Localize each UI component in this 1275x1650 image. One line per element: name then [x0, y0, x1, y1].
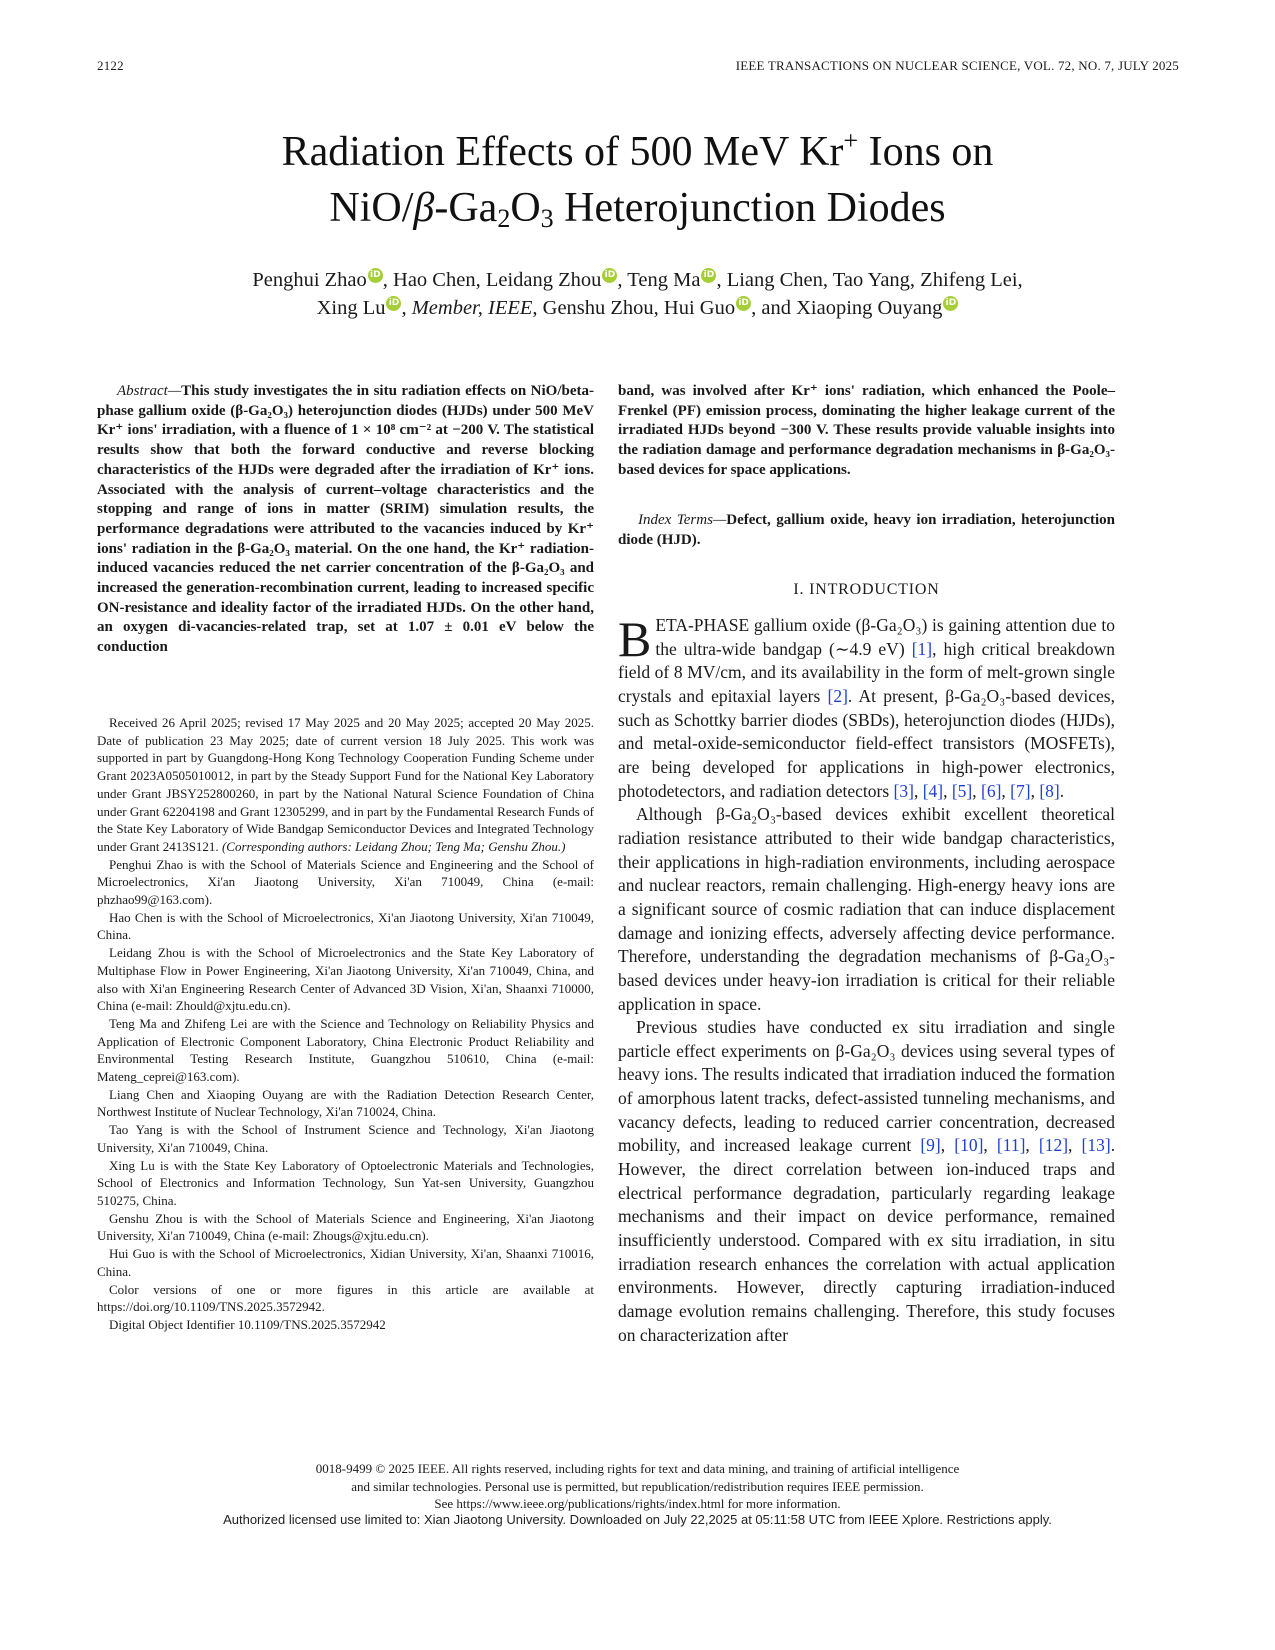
- orcid-icon[interactable]: iD: [368, 268, 383, 283]
- citation-link[interactable]: [4]: [922, 780, 944, 801]
- footnote-color-versions: Color versions of one or more figures in this article are available at https://doi.org/10.1109/TNS.2025.3572942.: [97, 1281, 594, 1315]
- footnote-affiliation: Teng Ma and Zhifeng Lei are with the Science and Technology on Reliability Physics and Application of Electronic Component Laboratory, China Electronic Product Reliability and Environmental Testing Research Institute, Guangzhou 510610, China (e-mail: Mateng_ceprei@163.com).: [97, 1015, 594, 1085]
- running-header: [97, 58, 1179, 80]
- corresponding-authors: (Corresponding authors: Leidang Zhou; Teng Ma; Genshu Zhou.): [221, 838, 566, 854]
- title-line-2: NiO/$\beta-Ga_2O_3$ Heterojunction Diodes: [329, 185, 946, 233]
- footnote-affiliation: Leidang Zhou is with the School of Microelectronics and the State Key Laboratory of Multiphase Flow in Power Engineering, Xi'an Jiaotong University, Xi'an 710049, China, and also with Xi'an Engineering Research Center of Advanced 3D Vision, Xi'an, Shaanxi 710000, China (e-mail: Zhould@xjtu.edu.cn).: [97, 945, 594, 1014]
- author-line-1: Penghui Zhao iD , Hao Chen, Leidang Zhou iD , Teng Ma iD , Liang Chen, Tao Yang, Zhifeng Lei,: [252, 269, 1023, 291]
- citation-link[interactable]: [9]: [920, 1135, 941, 1156]
- orcid-icon[interactable]: iD: [736, 296, 751, 311]
- journal-name: IEEE TRANSACTIONS ON NUCLEAR SCIENCE, VOL. 72, NO. 7, JULY 2025: [735, 58, 1179, 73]
- citation-link[interactable]: [8]: [1039, 780, 1060, 801]
- orcid-icon[interactable]: iD: [602, 268, 617, 283]
- author-line-2: Xing Lu iD , Member, IEEE, Genshu Zhou, Hui Guo iD , and Xiaoping Ouyang iD: [60, 294, 1215, 322]
- page-number: 2122: [97, 58, 124, 73]
- intro-paragraph-1: BETA-PHASE gallium oxide (β-Ga₂O₃) is gaining attention due to the ultra-wide bandgap (∼4.9 eV) [1], high critical breakdown field of 8 MV/cm, and its availability in the form of melt-grown single crystals and epitaxial layers [2]. At present, β-Ga₂O₃-based devices, such as Schottky barrier diodes (SBDs), heterojunction diodes (HJDs), and metal-oxide-semiconductor field-effect transistors (MOSFETs), are being developed for applications in high-power electronics, photodetectors, and radiation detectors [3], [4], [5], [6], [7], [8].: [618, 611, 1115, 801]
- footnote-affiliation: Penghui Zhao is with the School of Materials Science and Engineering and the School of Microelectronics, Xi'an Jiaotong University, Xi'an 710049, China (e-mail: phzhao99@163.com).: [97, 856, 594, 908]
- title-line-1: Radiation Effects of 500 MeV Kr+ Ions on: [281, 126, 994, 175]
- index-terms-label: Index Terms—: [638, 512, 727, 528]
- section-heading: I. INTRODUCTION: [793, 581, 940, 598]
- citation-link[interactable]: [2]: [827, 685, 848, 706]
- member-ieee: Member, IEEE: [411, 297, 533, 319]
- paper-title: [60, 124, 1215, 236]
- footnote-doi: Digital Object Identifier 10.1109/TNS.2025.3572942: [109, 1316, 386, 1332]
- abstract-right: band, was involved after Kr⁺ ions' radiation, which enhanced the Poole–Frenkel (PF) emission process, dominating the higher leakage current of the irradiated HJDs beyond −300 V. These results provide valuable insights into the radiation damage and performance degradation mechanisms in β-Ga₂O₃-based devices for space applications.: [618, 383, 1115, 478]
- abstract-text: This study investigates the in situ radiation effects on NiO/beta-phase gallium oxide (β-Ga₂O₃) heterojunction diodes (HJDs) under 500 MeV Kr⁺ ions' irradiation, with a fluence of 1 × 10⁸ cm⁻² at −200 V. The statistical results show that both the forward conductive and reverse blocking characteristics of the HJDs were degraded after the irradiation of Kr⁺ ions. Associated with the analysis of current–voltage characteristics and the stopping and range of ions in matter (SRIM) simulation results, the performance degradations were attributed to the vacancies induced by Kr⁺ ions' radiation in the β-Ga₂O₃ material. On the one hand, the Kr⁺ radiation-induced vacancies reduced the net carrier concentration of the β-Ga₂O₃ and increased the generation-recombination current, leading to increased specific ON-resistance and ideality factor of the irradiated HJDs. On the other hand, an oxygen di-vacancies-related trap, set at 1.07 ± 0.01 eV below the conduction: [97, 383, 594, 656]
- orcid-icon[interactable]: iD: [386, 296, 401, 311]
- copyright-notice: [60, 1460, 1215, 1513]
- intro-paragraph-3: Previous studies have conducted ex situ irradiation and single particle effect experiments on β-Ga₂O₃ devices using several types of heavy ions. The results indicated that irradiation induced the formation of amorphous latent tracks, defect-assisted tunneling mechanisms, and vacancy defects, leading to reduced carrier concentration, decreased mobility, and increased leakage current [9], [10], [11], [12], [13]. However, the direct correlation between ion-induced traps and electrical performance degradation, particularly regarding leakage mechanisms and their impact on device performance, remained insufficiently understood. Compared with ex situ irradiation, in situ irradiation research enhances the correlation with actual application environments. However, directly capturing irradiation-induced damage evolution remains challenging. Therefore, this study focuses on characterization after: [618, 1017, 1116, 1345]
- citation-link[interactable]: [11]: [996, 1135, 1026, 1156]
- orcid-icon[interactable]: iD: [701, 268, 716, 283]
- abstract-label: Abstract—: [117, 383, 182, 399]
- license-banner: Authorized licensed use limited to: Xian Jiaotong University. Downloaded on July 22,2025 at 05:11:58 UTC from IEEE Xplore. Restrictions apply.: [223, 1512, 1052, 1527]
- footnotes: [97, 714, 594, 1334]
- citation-link[interactable]: [6]: [981, 780, 1002, 801]
- orcid-icon[interactable]: iD: [943, 296, 958, 311]
- index-terms-text: Defect, gallium oxide, heavy ion irradiation, heterojunction diode (HJD).: [618, 512, 1115, 548]
- drop-cap: B: [618, 611, 652, 667]
- footnote-affiliation: Liang Chen and Xiaoping Ouyang are with the Radiation Detection Research Center, Northwest Institute of Nuclear Technology, Xi'an 710024, China.: [97, 1086, 594, 1120]
- abstract-left: [97, 382, 594, 658]
- intro-paragraph-2: Although β-Ga₂O₃-based devices exhibit excellent theoretical radiation resistance attributed to their wide bandgap characteristics, their applications in high-radiation environments, including aerospace and nuclear reactors, remain challenging. High-energy heavy ions are a significant source of cosmic radiation that can induce displacement damage and ionizing effects, adversely affecting device performance. Therefore, understanding the degradation mechanisms of β-Ga₂O₃-based devices under heavy-ion irradiation is critical for their reliable application in space.: [618, 804, 1115, 1014]
- footnote-affiliation: Xing Lu is with the State Key Laboratory of Optoelectronic Materials and Technologies, School of Electronics and Information Technology, Sun Yat-sen University, Guangzhou 510275, China.: [97, 1157, 594, 1208]
- footnote-affiliation: Hui Guo is with the School of Microelectronics, Xidian University, Xi'an, Shaanxi 710016, China.: [97, 1246, 594, 1279]
- footnote-affiliation: Tao Yang is with the School of Instrument Science and Technology, Xi'an Jiaotong University, Xi'an 710049, China.: [97, 1122, 594, 1155]
- citation-link[interactable]: [7]: [1010, 780, 1031, 801]
- citation-link[interactable]: [12]: [1038, 1135, 1069, 1156]
- citation-link[interactable]: [5]: [951, 780, 973, 801]
- introduction-body: [618, 611, 1116, 1347]
- citation-link[interactable]: [10]: [954, 1135, 984, 1156]
- footnote-affiliation: Genshu Zhou is with the School of Materials Science and Engineering, Xi'an Jiaotong University, Xi'an 710049, China (e-mail: Zhougs@xjtu.edu.cn).: [97, 1210, 594, 1244]
- author-list: [60, 266, 1215, 322]
- copyright-line: 0018-9499 © 2025 IEEE. All rights reserved, including rights for text and data mining, and training of artificial intelligence: [315, 1461, 960, 1476]
- index-terms: [618, 511, 1115, 550]
- footnote-affiliation: Hao Chen is with the School of Microelectronics, Xi'an Jiaotong University, Xi'an 710049, China.: [97, 909, 594, 943]
- citation-link[interactable]: [1]: [911, 638, 933, 659]
- copyright-line: and similar technologies. Personal use is permitted, but republication/redistribution requires IEEE permission.: [351, 1478, 924, 1494]
- footnote-received: Received 26 April 2025; revised 17 May 2025 and 20 May 2025; accepted 20 May 2025. Date of publication 23 May 2025; date of current version 18 July 2025. This work was supported in part by Guangdong-Hong Kong Technology Cooperation Funding Scheme under Grant 2023A0505010012, in part by the Steady Support Fund for the National Key Laboratory under Grant JBSY252800260, in part by the National Natural Science Foundation of China under Grant 62204198 and Grant 12305299, and in part by the Fundamental Research Funds of the State Key Laboratory of Wide Bandgap Semiconductor Devices and Integrated Technology under Grant 2413S121. (Corresponding authors: Leidang Zhou; Teng Ma; Genshu Zhou.): [97, 715, 594, 854]
- copyright-line: See https://www.ieee.org/publications/rights/index.html for more information.: [434, 1496, 841, 1511]
- citation-link[interactable]: [3]: [893, 780, 914, 801]
- citation-link[interactable]: [13]: [1081, 1135, 1111, 1156]
